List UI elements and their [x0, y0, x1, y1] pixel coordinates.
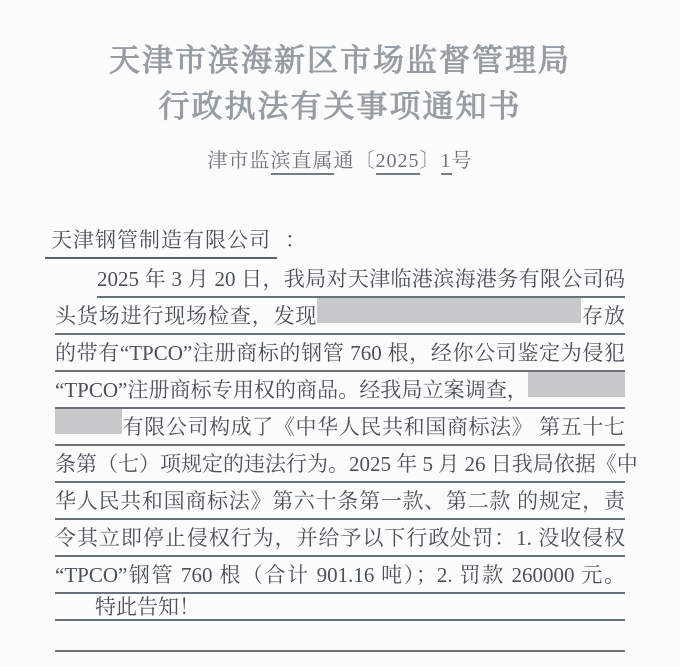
- doc-number-year: 2025: [376, 150, 420, 175]
- body-line-4-text: “TPCO”注册商标专用权的商品。经我局立案调查，: [55, 378, 528, 402]
- doc-number-mid: 通〔: [333, 150, 376, 172]
- body-line-2-text-after: 存放: [581, 304, 626, 328]
- document-title: [0, 38, 680, 130]
- body-line-9: [55, 557, 625, 594]
- redaction-box-1: [317, 298, 581, 323]
- doc-number-office: 滨直属: [271, 150, 334, 175]
- body-line-7: [55, 483, 625, 520]
- body-line-5-text: 有限公司构成了《中华人民共和国商标法》 第五十七: [122, 415, 625, 439]
- body-line-3: [55, 335, 625, 372]
- closing-line: [55, 594, 625, 621]
- redaction-box-3: [55, 409, 122, 434]
- blank-ruled-line: [55, 621, 625, 652]
- addressee-line: [45, 224, 307, 254]
- body-line-7-text: 华人民共和国商标法》第六十条第一款、第二款 的规定，责: [55, 489, 625, 513]
- body-line-6: [55, 446, 638, 483]
- body-line-1: [55, 261, 625, 298]
- body-line-2-text-before: 头货场进行现场检查，发现: [55, 304, 318, 328]
- body-line-5: [55, 409, 625, 446]
- doc-number-prefix: 津市监: [207, 150, 271, 172]
- redaction-box-2: [528, 372, 625, 397]
- doc-number-serial: 1: [441, 150, 452, 175]
- addressee-colon: ：: [285, 228, 307, 252]
- document-body: [55, 261, 638, 652]
- document-title-line2: 行政执法有关事项通知书: [158, 89, 522, 124]
- document-number: [0, 144, 680, 173]
- body-line-9-text: “TPCO”钢管 760 根（合计 901.16 吨）；2. 罚款 260000 元。: [55, 563, 625, 587]
- body-line-8: [55, 520, 625, 557]
- body-line-1-text: 2025 年 3 月 20 日，我局对天津临港滨海港务有限公司码: [97, 267, 625, 298]
- body-line-3-text: 的带有“TPCO”注册商标的钢管 760 根，经你公司鉴定为侵犯: [55, 341, 625, 365]
- closing-text: 特此告知！: [95, 595, 200, 619]
- body-line-2: [55, 298, 625, 335]
- doc-number-bracket-close: 〕: [419, 150, 441, 172]
- body-line-8-text: 令其立即停止侵权行为，并给予以下行政处罚：1. 没收侵权: [55, 526, 625, 550]
- body-line-4: [55, 372, 625, 409]
- document-title-line1: 天津市滨海新区市场监督管理局: [109, 43, 571, 78]
- doc-number-suffix: 号: [451, 150, 473, 172]
- addressee-name: 天津钢管制造有限公司: [45, 228, 277, 259]
- body-line-6-text: 条第（七）项规定的违法行为。2025 年 5 月 26 日我局依据《中: [55, 452, 638, 476]
